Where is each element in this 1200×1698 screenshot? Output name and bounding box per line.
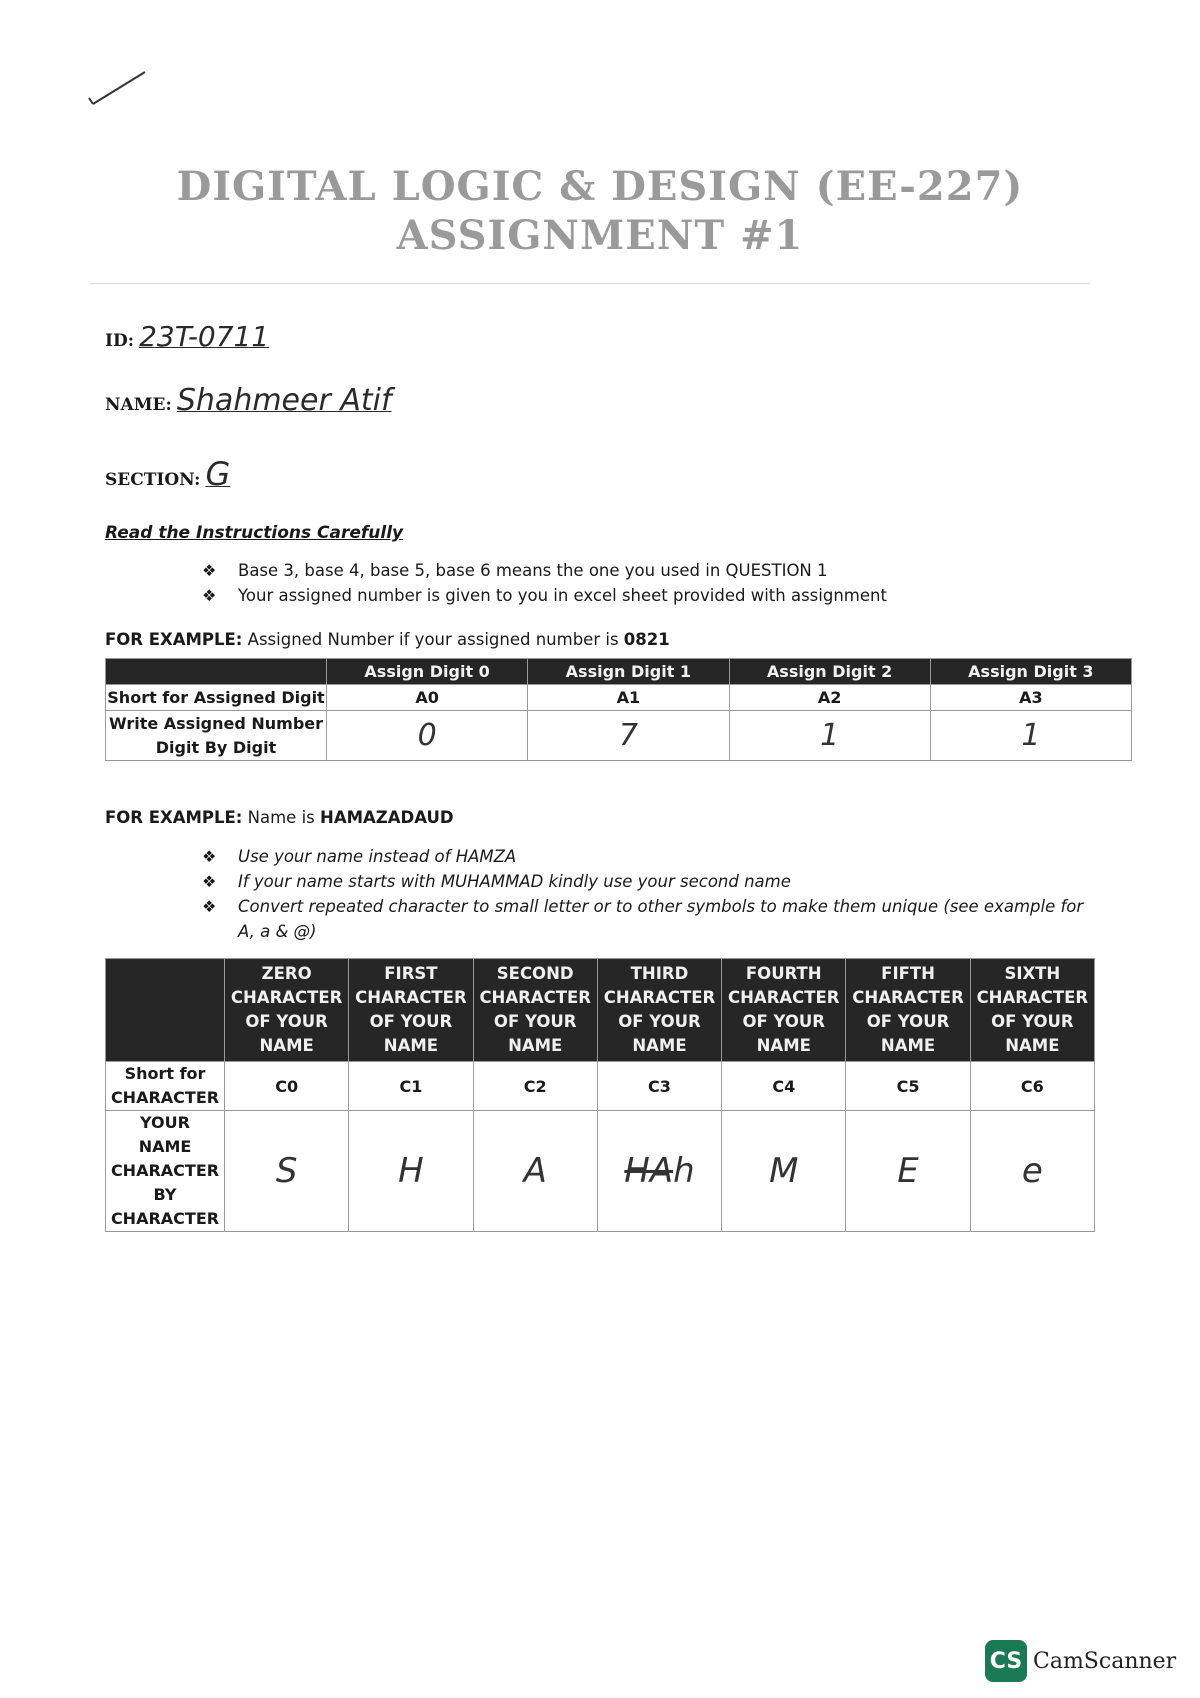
name-instructions-list xyxy=(202,844,1092,944)
list-item: ❖ Your assigned number is given to you in excel sheet provided with assignment xyxy=(202,583,887,608)
document-title-line2: ASSIGNMENT #1 xyxy=(396,212,804,259)
list-item: ❖ Base 3, base 4, base 5, base 6 means the one you used in QUESTION 1 xyxy=(202,558,887,583)
example2-text xyxy=(105,808,454,827)
id-value: 23T-0711 xyxy=(139,320,270,353)
table-cell: A1 xyxy=(528,685,729,711)
table-header-cell: SIXTH CHARACTER OF YOUR NAME xyxy=(970,959,1094,1062)
camscanner-watermark xyxy=(985,1640,1176,1682)
table-cell: C4 xyxy=(722,1062,846,1111)
example1-number: 0821 xyxy=(623,630,670,649)
table-cell: C3 xyxy=(597,1062,721,1111)
handwritten-char: S xyxy=(225,1111,349,1232)
table-row xyxy=(106,685,1132,711)
table-header-cell: Assign Digit 3 xyxy=(930,659,1131,685)
document-title-line1: DIGITAL LOGIC & DESIGN (EE-227) xyxy=(176,163,1024,210)
table-header-cell: ZERO CHARACTER OF YOUR NAME xyxy=(225,959,349,1062)
table-cell: A0 xyxy=(327,685,528,711)
handwritten-char: e xyxy=(970,1111,1094,1232)
example2-body: Name is xyxy=(247,808,315,827)
bullet-diamond-icon: ❖ xyxy=(202,872,217,891)
bullet-diamond-icon: ❖ xyxy=(202,847,217,866)
table-cell: C6 xyxy=(970,1062,1094,1111)
handwritten-char: H xyxy=(349,1111,473,1232)
section-field xyxy=(105,455,230,493)
table-header-cell: FOURTH CHARACTER OF YOUR NAME xyxy=(722,959,846,1062)
name-field xyxy=(105,383,392,418)
bullet-diamond-icon: ❖ xyxy=(202,897,217,916)
table-row xyxy=(106,1062,1095,1111)
table-header-row xyxy=(106,959,1095,1062)
row-label: YOUR NAME CHARACTER BY CHARACTER xyxy=(106,1111,225,1232)
table-cell: C2 xyxy=(473,1062,597,1111)
list-item: ❖ Use your name instead of HAMZA xyxy=(202,844,1092,869)
table-cell: A3 xyxy=(930,685,1131,711)
name-character-table xyxy=(105,958,1095,1232)
instructions-list xyxy=(202,558,887,608)
bullet-diamond-icon: ❖ xyxy=(202,586,217,605)
table-header-cell: Assign Digit 2 xyxy=(729,659,930,685)
table-header-cell xyxy=(106,959,225,1062)
crossed-out-text: HA xyxy=(624,1151,674,1191)
handwritten-digit: 7 xyxy=(528,711,729,761)
table-header-cell: FIFTH CHARACTER OF YOUR NAME xyxy=(846,959,970,1062)
table-header-cell: THIRD CHARACTER OF YOUR NAME xyxy=(597,959,721,1062)
table-header-cell: Assign Digit 0 xyxy=(327,659,528,685)
table-row xyxy=(106,1111,1095,1232)
camscanner-logo-icon: CS xyxy=(985,1640,1027,1682)
instructions-heading: Read the Instructions Carefully xyxy=(105,523,404,543)
bullet-diamond-icon: ❖ xyxy=(202,561,217,580)
list-item: ❖ Convert repeated character to small letter or to other symbols to make them unique (see example for A, a & @) xyxy=(202,894,1092,944)
section-label: SECTION: xyxy=(105,470,201,490)
camscanner-label: CamScanner xyxy=(1033,1648,1177,1674)
handwritten-digit: 0 xyxy=(327,711,528,761)
handwritten-char: HAh xyxy=(597,1111,721,1232)
section-value: G xyxy=(205,455,231,493)
handwritten-char: E xyxy=(846,1111,970,1232)
assigned-digit-table xyxy=(105,658,1132,761)
table-header-cell: FIRST CHARACTER OF YOUR NAME xyxy=(349,959,473,1062)
table-header-cell xyxy=(106,659,327,685)
handwritten-char: A xyxy=(473,1111,597,1232)
handwritten-digit: 1 xyxy=(930,711,1131,761)
example2-name: HAMAZADAUD xyxy=(320,808,454,827)
id-label: ID: xyxy=(105,331,134,351)
name-value: Shahmeer Atif xyxy=(176,383,392,418)
row-label: Write Assigned Number Digit By Digit xyxy=(106,711,327,761)
name-label: NAME: xyxy=(105,395,172,415)
example1-prefix: FOR EXAMPLE: xyxy=(105,630,243,649)
row-label: Short for Assigned Digit xyxy=(106,685,327,711)
id-field xyxy=(105,320,269,353)
row-label: Short for CHARACTER xyxy=(106,1062,225,1111)
example1-text xyxy=(105,630,670,649)
table-header-row xyxy=(106,659,1132,685)
table-cell: C0 xyxy=(225,1062,349,1111)
table-cell: C5 xyxy=(846,1062,970,1111)
pen-mark-icon xyxy=(85,68,155,118)
handwritten-char: M xyxy=(722,1111,846,1232)
divider xyxy=(90,283,1090,284)
example2-prefix: FOR EXAMPLE: xyxy=(105,808,243,827)
list-item: ❖ If your name starts with MUHAMMAD kindly use your second name xyxy=(202,869,1092,894)
example1-body: Assigned Number if your assigned number is xyxy=(247,630,619,649)
table-row xyxy=(106,711,1132,761)
table-cell: A2 xyxy=(729,685,930,711)
handwritten-digit: 1 xyxy=(729,711,930,761)
table-cell: C1 xyxy=(349,1062,473,1111)
table-header-cell: SECOND CHARACTER OF YOUR NAME xyxy=(473,959,597,1062)
table-header-cell: Assign Digit 1 xyxy=(528,659,729,685)
